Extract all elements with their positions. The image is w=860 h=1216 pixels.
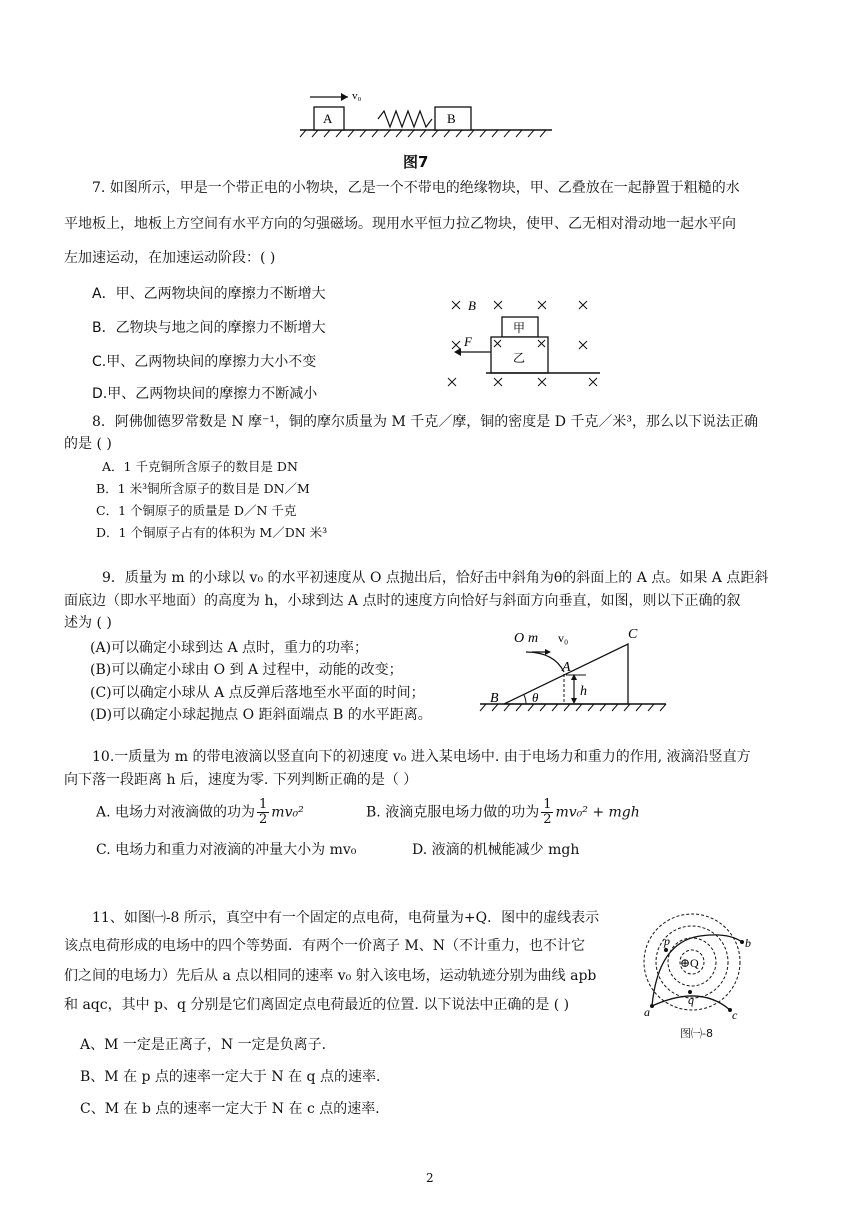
q9-option-d: (D)可以确定小球起抛点 O 距斜面端点 B 的水平距离。 (90, 707, 432, 723)
q8-option-c: C．1 个铜原子的质量是 D／N 千克 (96, 503, 297, 518)
q7-stem-line-2: 平地板上，地板上方空间有水平方向的匀强磁场。现用水平恒力拉乙物块，使甲、乙无相对滑动地一起水平向 (64, 216, 736, 232)
page-number: 2 (426, 1171, 434, 1185)
spring (378, 111, 432, 127)
q9-stem-line-2: 面底边（即水平地面）的高度为 h，小球到达 A 点时的速度方向恰好与斜面方向垂直，如图，则以下正确的叙 (64, 593, 741, 609)
q8-option-a: A．1 千克铜所含原子的数目是 DN (102, 459, 298, 474)
q7-fig-f-label: F (464, 334, 472, 349)
q11-figure-caption: 图㈠-8 (680, 1027, 713, 1040)
q11-fig-p-label: p (664, 934, 670, 948)
q10-option-b-expression: mv₀² + mgh (555, 804, 640, 821)
block-yi-label: 乙 (513, 351, 526, 365)
q11-stem-line-4: 和 aqc，其中 p、q 分别是它们离固定点电荷最近的位置. 以下说法中正确的是 ( ) (64, 997, 570, 1013)
q11-fig-q-charge-label: ⊕Q (680, 956, 699, 970)
q7-fig-b-label: B (468, 298, 476, 313)
q11-option-a: A、M 一定是正离子，N 一定是负离子． (80, 1037, 336, 1053)
q8-stem-line-1: 8．阿佛伽德罗常数是 N 摩⁻¹，铜的摩尔质量为 M 千克／摩，铜的密度是 D 千克／米³，那么以下说法正确 (92, 414, 759, 430)
q10-stem-line-2: 向下落一段距离 h 后，速度为零. 下列判断正确的是（ ） (64, 772, 418, 788)
q9-fig-h-label: h (580, 684, 587, 699)
fraction-numerator: 1 (259, 797, 268, 812)
q7-option-a: A．甲、乙两物块间的摩擦力不断增大 (92, 286, 326, 302)
q11-stem-line-2: 该点电荷形成的电场中的四个等势面．有两个一价离子 M、N（不计重力，也不计它 (64, 938, 586, 954)
block-b-label: B (447, 111, 456, 126)
q8-stem-line-2: 的是 ( ) (64, 436, 112, 452)
q10-option-b-text: B. 液滴克服电场力做的功为 (366, 804, 540, 821)
q9-stem-line-1: 9．质量为 m 的小球以 v₀ 的水平初速度从 O 点抛出后，恰好击中斜角为θ的斜面上的 A 点。如果 A 点距斜 (102, 570, 769, 586)
q9-fig-v0-label: v₀ (558, 631, 569, 645)
q10-option-b-fraction (541, 798, 553, 827)
figure-7-caption: 图7 (403, 153, 429, 171)
q7-stem-line-3: 左加速运动，在加速运动阶段：( ) (64, 250, 276, 266)
q9-stem-line-3: 述为 ( ) (64, 615, 112, 631)
q10-stem-line-1: 10.一质量为 m 的带电液滴以竖直向下的初速度 v₀ 进入某电场中. 由于电场力和重力的作用, 液滴沿竖直方 (92, 749, 751, 765)
q9-fig-a-label: A (562, 660, 571, 675)
q10-option-b (366, 798, 640, 827)
q11-option-b: B、M 在 p 点的速率一定大于 N 在 q 点的速率． (80, 1069, 390, 1085)
q7-stem-line-1: 7. 如图所示，甲是一个带正电的小物块，乙是一个不带电的绝缘物块，甲、乙叠放在一起静置于粗糙的水 (92, 180, 740, 196)
q7-option-c: C.甲、乙两物块间的摩擦力大小不变 (92, 354, 317, 370)
q9-option-c: (C)可以确定小球从 A 点反弹后落地至水平面的时间； (90, 685, 425, 701)
q11-fig-c-label: c (732, 1008, 738, 1020)
q9-figure-incline (474, 622, 670, 722)
q7-option-b: B．乙物块与地之间的摩擦力不断增大 (92, 320, 326, 336)
q9-fig-c-label: C (628, 627, 638, 642)
q9-fig-theta-label: θ (532, 690, 539, 705)
block-jia-label: 甲 (513, 321, 526, 335)
q10-option-a-text: A. 电场力对液滴做的功为 (96, 804, 256, 821)
v0-label: v₀ (352, 90, 362, 102)
q10-option-a-expression: mv₀² (271, 804, 304, 821)
fraction-denominator: 2 (259, 812, 268, 827)
fraction-denominator: 2 (543, 812, 552, 827)
q8-option-d: D．1 个铜原子占有的体积为 M／DN 米³ (96, 525, 328, 540)
block-a-label: A (323, 111, 333, 126)
q11-figure-equipotential (640, 912, 770, 1020)
q7-option-d: D.甲、乙两物块间的摩擦力不断减小 (92, 386, 318, 402)
figure-7-spring-blocks (296, 85, 556, 145)
q7-figure-magnetic-field (446, 292, 606, 394)
q9-option-b: (B)可以确定小球由 O 到 A 过程中，动能的改变； (90, 662, 403, 678)
q9-fig-b-label: B (490, 691, 499, 706)
q11-fig-q-label: q (688, 993, 694, 1007)
q9-fig-m-label: m (528, 631, 539, 646)
q8-option-b: B．1 米³铜所含原子的数目是 DN／M (96, 481, 310, 496)
q10-option-a (96, 798, 304, 827)
q11-option-c: C、M 在 b 点的速率一定大于 N 在 c 点的速率． (80, 1101, 390, 1117)
fraction-numerator: 1 (543, 797, 552, 812)
q11-fig-a-label: a (644, 1005, 650, 1019)
q11-stem-line-1: 11、如图㈠-8 所示，真空中有一个固定的点电荷，电荷量为+Q．图中的虚线表示 (92, 910, 600, 926)
q11-fig-b-label: b (745, 936, 751, 950)
q10-option-c: C. 电场力和重力对液滴的冲量大小为 mv₀ (96, 842, 357, 858)
q9-option-a: (A)可以确定小球到达 A 点时，重力的功率； (90, 640, 369, 656)
q10-option-a-fraction (257, 798, 269, 827)
q9-fig-o-label: O (514, 631, 525, 646)
q10-option-d: D. 液滴的机械能减少 mgh (412, 842, 580, 858)
q11-stem-line-3: 们之间的电场力）先后从 a 点以相同的速率 v₀ 射入该电场，运动轨迹分别为曲线 apb (64, 968, 597, 984)
